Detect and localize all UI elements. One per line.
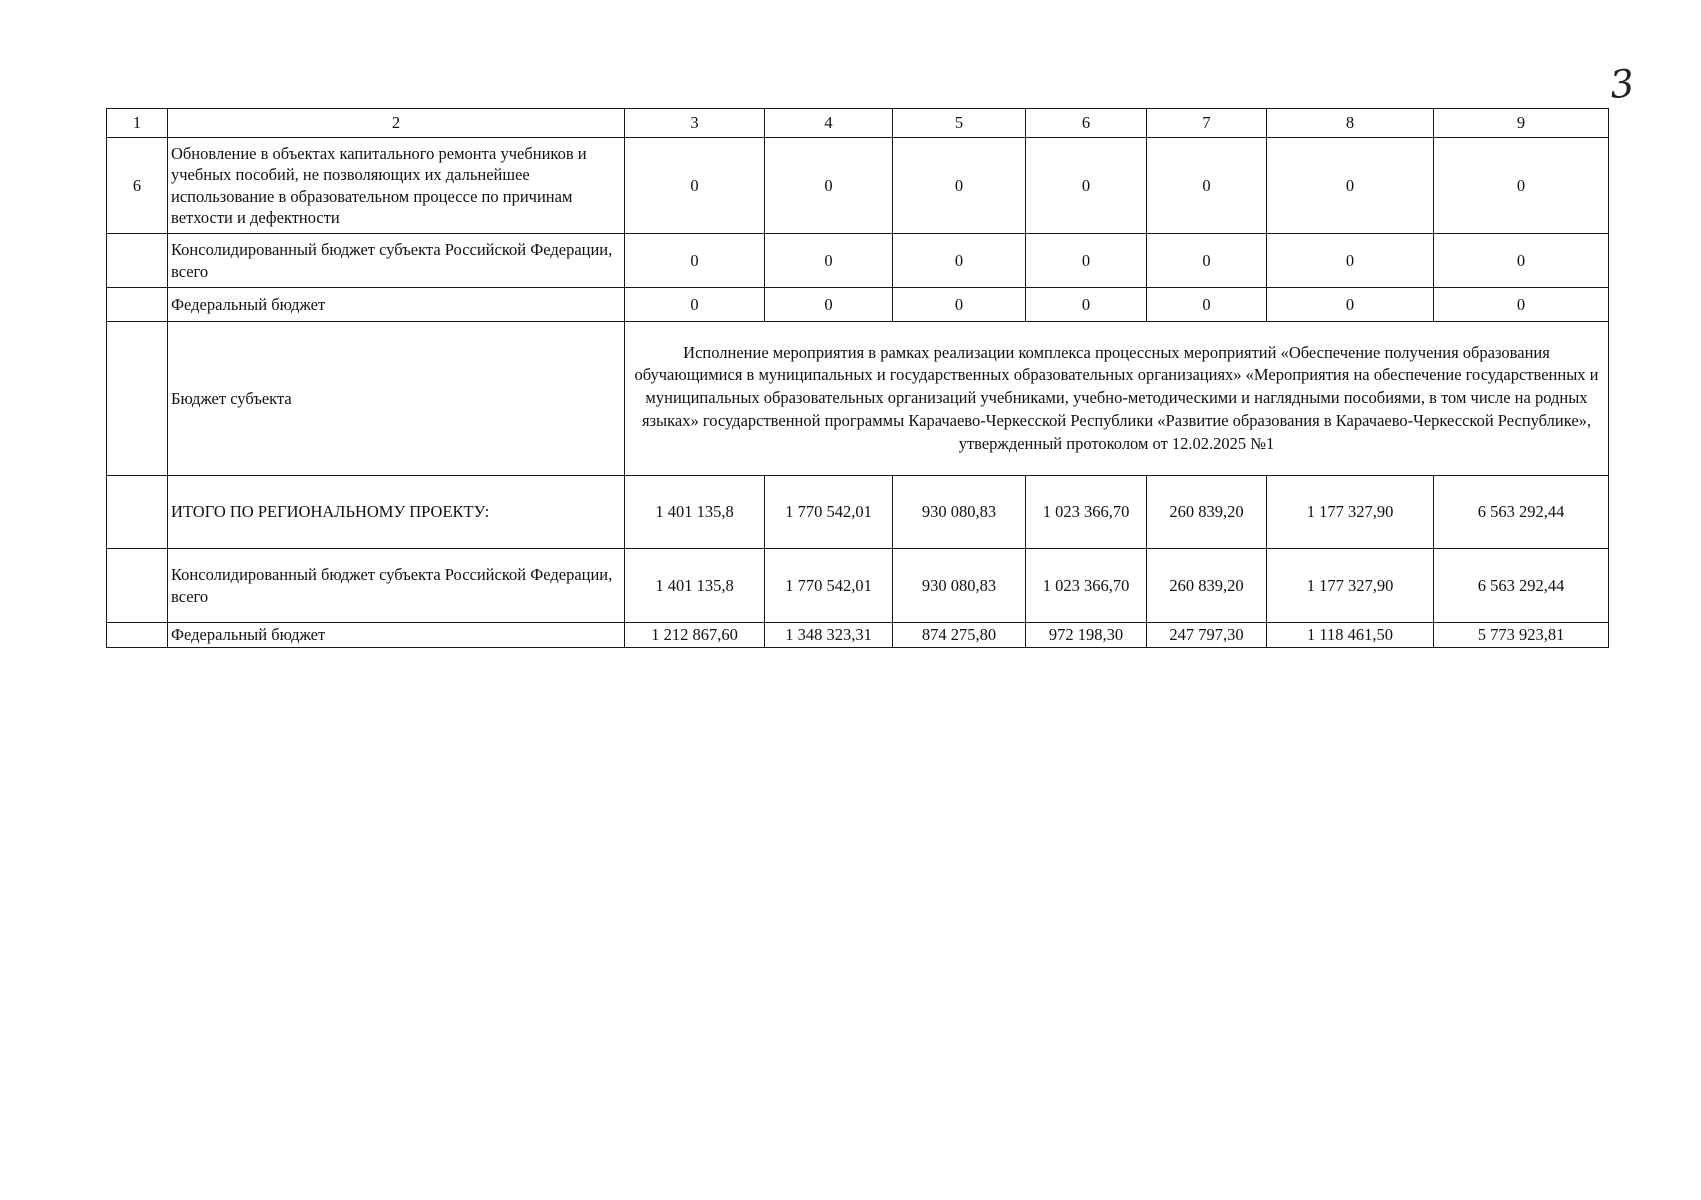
value-cell: 1 348 323,31 [765,623,893,648]
value-cell: 260 839,20 [1147,476,1267,549]
value-cell: 0 [1147,234,1267,288]
value-cell: 0 [1267,234,1434,288]
value-cell: 0 [1434,288,1609,322]
header-cell: 9 [1434,109,1609,138]
subject-budget-note: Исполнение мероприятия в рамках реализации комплекса процессных мероприятий «Обеспечение получения образования обучающимися в муниципальных и государственных образовательных организациях» «Мероприятия на обеспечение государственных и муниципальных образовательных организаций учебниками, учебно-методическими и наглядными пособиями, в том числе на родных языках» государственной программы Карачаево-Черкесской Республики «Развитие образования в Карачаево-Черкесской Республике», утвержденный протоколом от 12.02.2025 №1 [625,322,1609,476]
value-cell: 0 [765,138,893,234]
row-number [107,288,168,322]
value-cell: 1 401 135,8 [625,549,765,623]
value-cell: 1 177 327,90 [1267,476,1434,549]
table-row [107,234,1609,288]
header-cell: 7 [1147,109,1267,138]
header-row [107,109,1609,138]
value-cell: 6 563 292,44 [1434,476,1609,549]
header-cell: 3 [625,109,765,138]
value-cell: 0 [1026,234,1147,288]
value-cell: 1 023 366,70 [1026,476,1147,549]
value-cell: 0 [1147,288,1267,322]
row-label: Консолидированный бюджет субъекта Российской Федерации, всего [168,234,625,288]
row-number [107,476,168,549]
row-number: 6 [107,138,168,234]
row-label: Бюджет субъекта [168,322,625,476]
value-cell: 1 118 461,50 [1267,623,1434,648]
value-cell: 1 401 135,8 [625,476,765,549]
value-cell: 5 773 923,81 [1434,623,1609,648]
value-cell: 6 563 292,44 [1434,549,1609,623]
value-cell: 0 [625,138,765,234]
budget-table [106,108,1609,648]
header-cell: 8 [1267,109,1434,138]
value-cell: 0 [1026,138,1147,234]
value-cell: 0 [1434,138,1609,234]
table-row [107,549,1609,623]
row-label: Федеральный бюджет [168,623,625,648]
total-row [107,476,1609,549]
row-number [107,623,168,648]
value-cell: 1 177 327,90 [1267,549,1434,623]
value-cell: 0 [893,234,1026,288]
value-cell: 874 275,80 [893,623,1026,648]
header-cell: 5 [893,109,1026,138]
value-cell: 0 [625,234,765,288]
value-cell: 1 770 542,01 [765,476,893,549]
value-cell: 930 080,83 [893,549,1026,623]
row-label: ИТОГО ПО РЕГИОНАЛЬНОМУ ПРОЕКТУ: [168,476,625,549]
value-cell: 260 839,20 [1147,549,1267,623]
value-cell: 1 770 542,01 [765,549,893,623]
value-cell: 0 [1147,138,1267,234]
value-cell: 0 [1267,138,1434,234]
table-row [107,288,1609,322]
value-cell: 0 [765,288,893,322]
value-cell: 0 [893,288,1026,322]
page-number: 3 [1607,60,1637,108]
value-cell: 0 [765,234,893,288]
header-cell: 6 [1026,109,1147,138]
row-number [107,549,168,623]
value-cell: 0 [625,288,765,322]
value-cell: 0 [1434,234,1609,288]
value-cell: 0 [893,138,1026,234]
table-row [107,138,1609,234]
row-number [107,234,168,288]
table-row [107,623,1609,648]
value-cell: 0 [1026,288,1147,322]
value-cell: 1 023 366,70 [1026,549,1147,623]
row-label: Консолидированный бюджет субъекта Российской Федерации, всего [168,549,625,623]
value-cell: 1 212 867,60 [625,623,765,648]
header-cell: 2 [168,109,625,138]
header-cell: 1 [107,109,168,138]
value-cell: 247 797,30 [1147,623,1267,648]
subject-budget-row [107,322,1609,476]
value-cell: 972 198,30 [1026,623,1147,648]
value-cell: 930 080,83 [893,476,1026,549]
row-label: Обновление в объектах капитального ремонта учебников и учебных пособий, не позволяющих их дальнейшее использование в образовательном процессе по причинам ветхости и дефектности [168,138,625,234]
row-number [107,322,168,476]
value-cell: 0 [1267,288,1434,322]
row-label: Федеральный бюджет [168,288,625,322]
header-cell: 4 [765,109,893,138]
